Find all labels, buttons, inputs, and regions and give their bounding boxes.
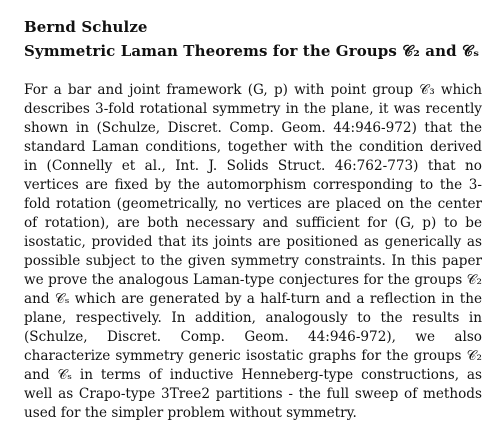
paper-page xyxy=(24,18,482,423)
author-name: Bernd Schulze xyxy=(24,18,148,36)
abstract-text: For a bar and joint framework (G, p) with point group 𝒞₃ which describes 3-fold rotational symmetry in the plane, it was recently shown in (Schulze, Discret. Comp. Geom. 44:946-972) that the standard Laman conditions, together with the condition derived in (Connelly et al., Int. J. Solids Struct. 46:762-773) that no vertices are fixed by the automorphism corresponding to the 3-fold rotation (geometrically, no vertices are placed on the center of rotation), are both necessary and sufficient for (G, p) to be isostatic, provided that its joints are positioned as generically as possible subject to the given symmetry constraints. In this paper we prove the analogous Laman-type conjectures for the groups 𝒞₂ and 𝒞ₛ which are generated by a half-turn and a reflection in the plane, respectively. In addition, analogously to the results in (Schulze, Discret. Comp. Geom. 44:946-972), we also characterize symmetry generic isostatic graphs for the groups 𝒞₂ and 𝒞ₛ in terms of inductive Henneberg-type constructions, as well as Crapo-type 3Tree2 partitions - the full sweep of methods used for the simpler problem without symmetry. xyxy=(24,82,482,421)
paper-title: Symmetric Laman Theorems for the Groups 𝒞₂ and 𝒞ₛ xyxy=(24,42,480,60)
